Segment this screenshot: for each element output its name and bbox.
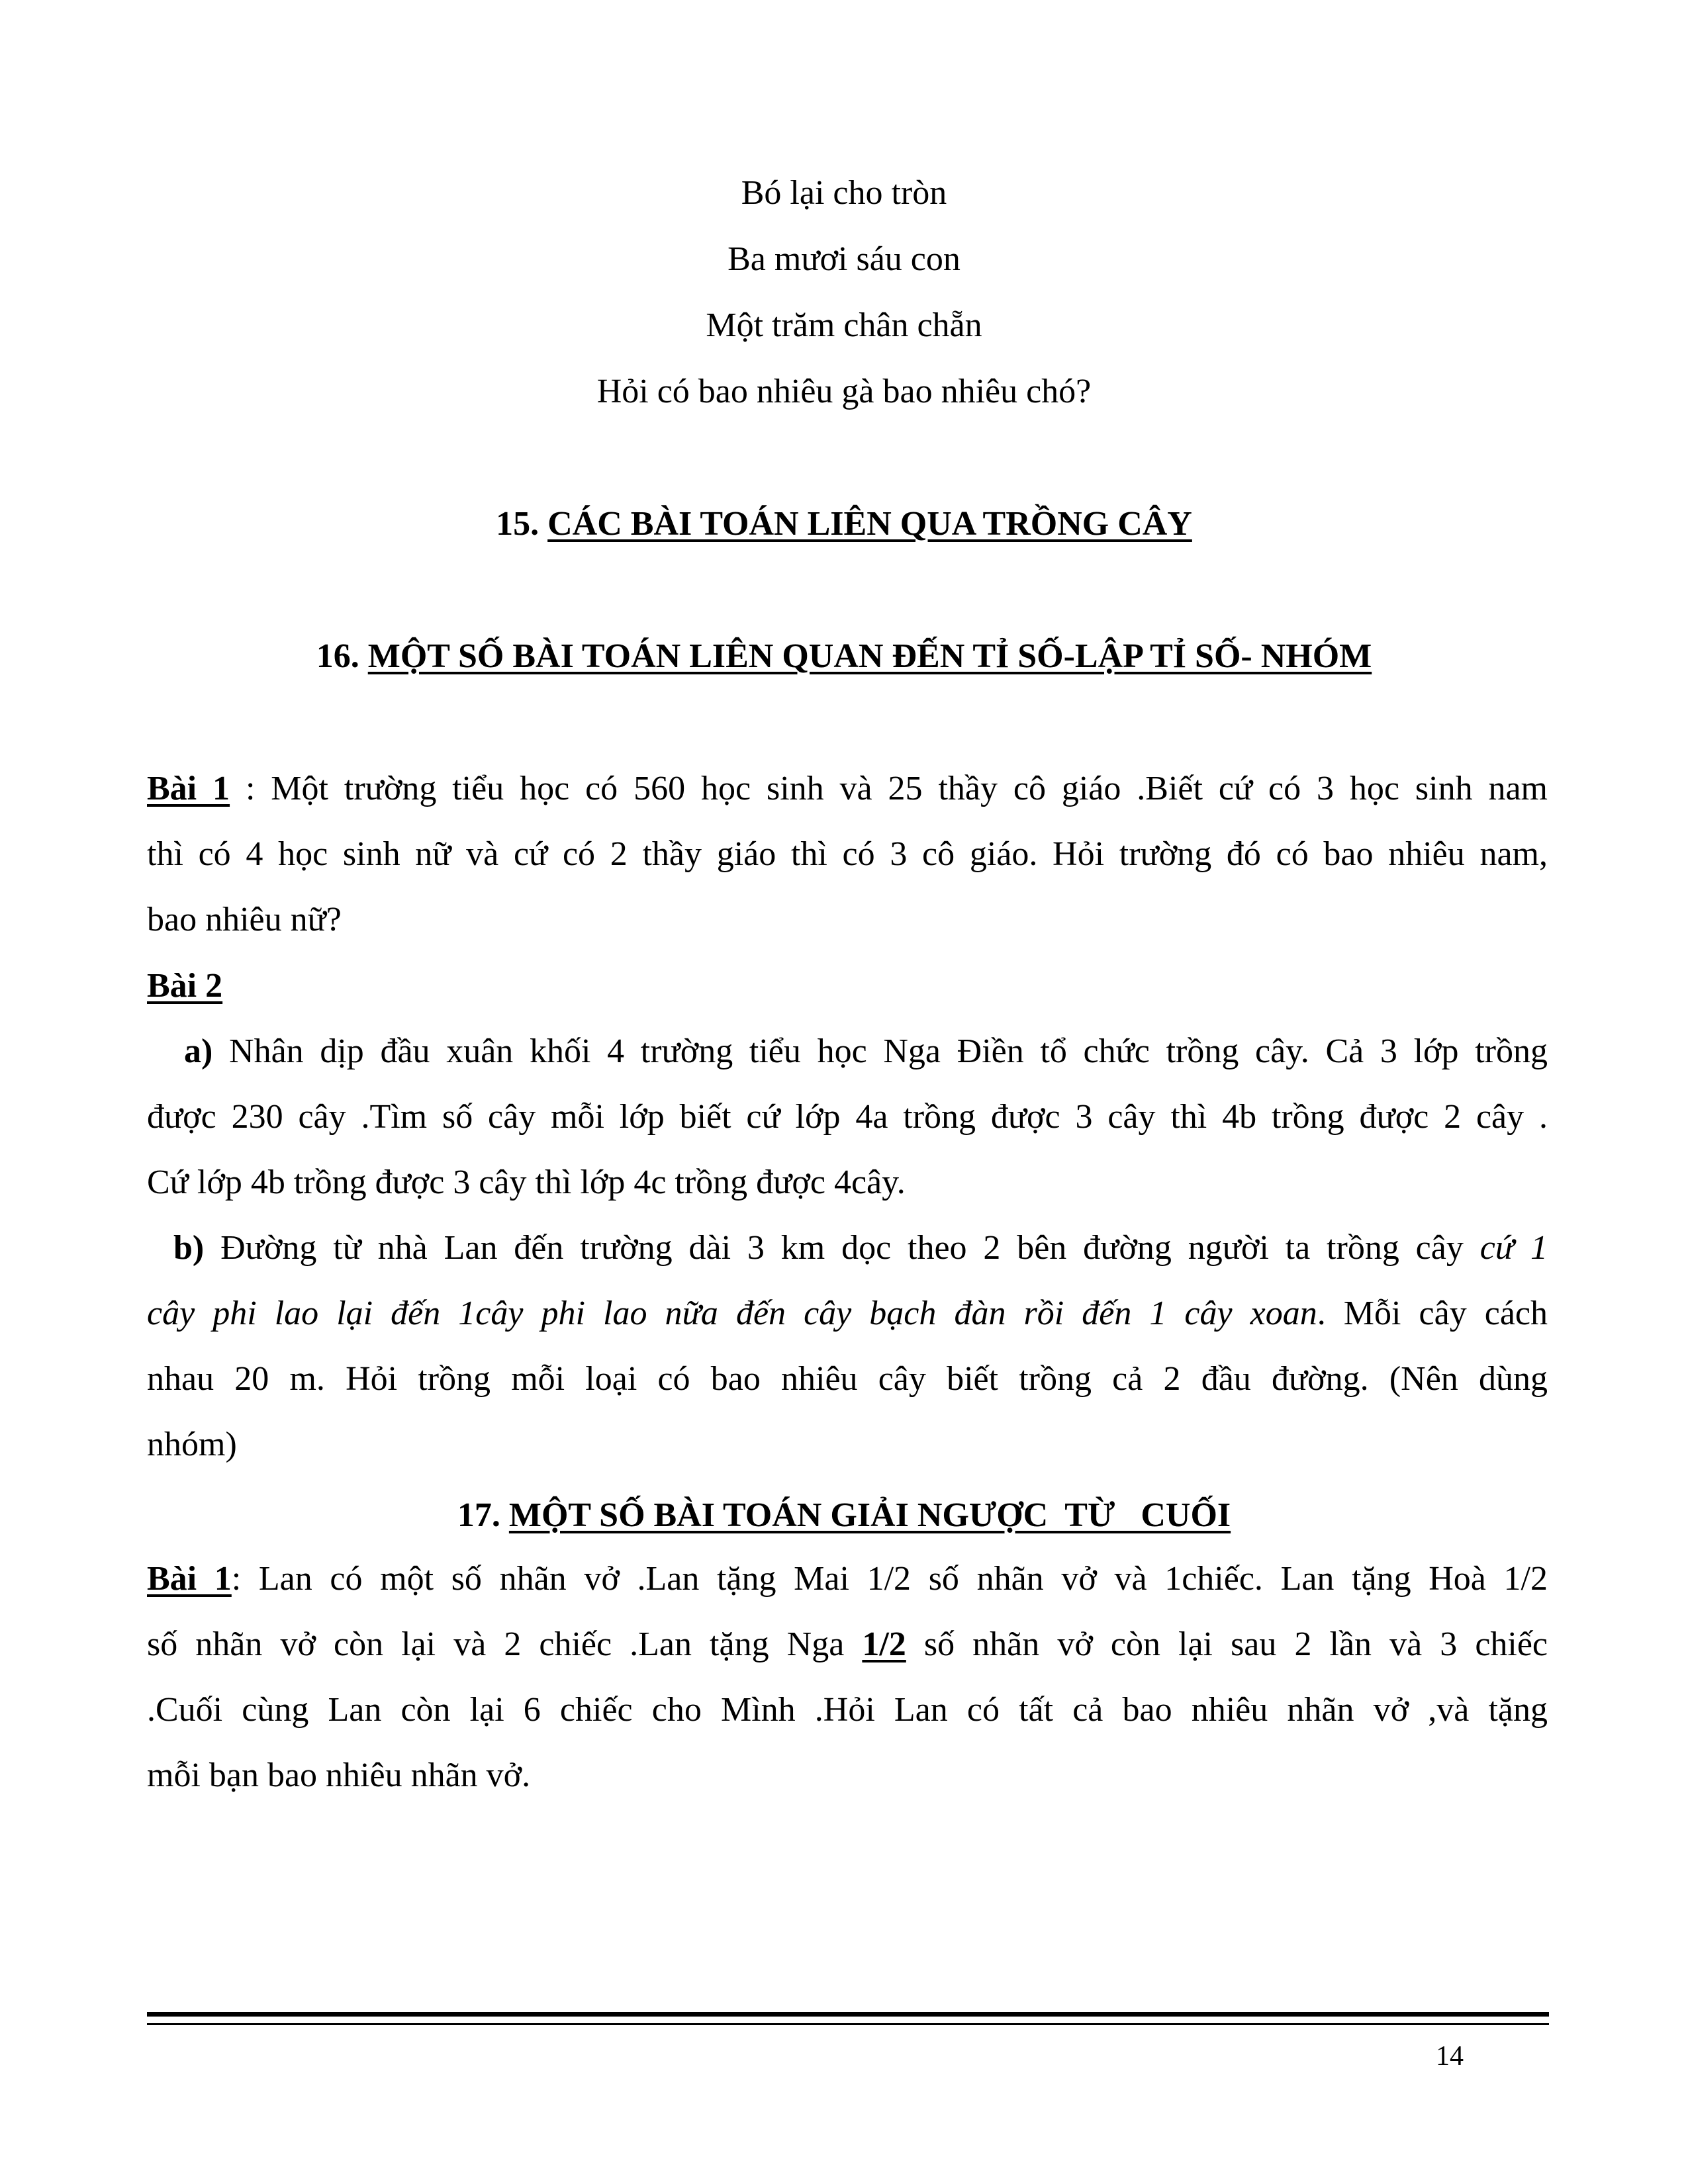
s16-bai1-label: Bài 1 bbox=[147, 770, 230, 807]
poem-line-4: Hỏi có bao nhiêu gà bao nhiêu chó? bbox=[596, 373, 1092, 410]
s16-bai1-line-1: : Một trường tiểu học có 560 học sinh và 25 thầy cô giáo .Biết cứ có 3 học sinh nam bbox=[230, 770, 1548, 807]
s17-bai1-line-2a: số nhãn vở còn lại và 2 chiếc .Lan tặng Nga bbox=[147, 1625, 863, 1663]
s16-bai2-b-line-1-italic: cứ 1 bbox=[1479, 1229, 1548, 1267]
footer-rule-thick bbox=[147, 2012, 1549, 2017]
s16-bai2-b-line-2: . Mỗi cây cách bbox=[1317, 1295, 1548, 1332]
s17-bai1-line-4: mỗi bạn bao nhiêu nhãn vở. bbox=[147, 1756, 531, 1794]
poem-line-1: Bó lại cho tròn bbox=[741, 174, 947, 212]
s16-bai2-label: Bài 2 bbox=[147, 967, 223, 1005]
s16-bai2-b-line-1: Đường từ nhà Lan đến trường dài 3 km dọc theo 2 bên đường người ta trồng cây bbox=[204, 1229, 1480, 1267]
s17-bai1-paragraph bbox=[147, 1546, 1548, 1808]
s16-bai2-b-line-2-italic: cây phi lao lại đến 1cây phi lao nữa đến cây bạch đàn rồi đến 1 cây xoan bbox=[147, 1295, 1317, 1332]
section-16-title: MỘT SỐ BÀI TOÁN LIÊN QUAN ĐẾN TỈ SỐ-LẬP TỈ SỐ- NHÓM bbox=[367, 637, 1372, 675]
s16-bai2-a-line-3: Cứ lớp 4b trồng được 3 cây thì lớp 4c trồng được 4cây. bbox=[147, 1163, 906, 1201]
s17-bai1-line-3: .Cuối cùng Lan còn lại 6 chiếc cho Mình .Hỏi Lan có tất cả bao nhiêu nhãn vở ,và tặng bbox=[147, 1691, 1548, 1729]
section-17-heading bbox=[0, 1496, 1688, 1535]
poem-line-2: Ba mươi sáu con bbox=[727, 240, 961, 278]
s16-bai2-b-line-4: nhóm) bbox=[147, 1426, 237, 1463]
section-16-number: 16. bbox=[316, 637, 368, 675]
s16-bai2-a-label: a) bbox=[184, 1032, 213, 1070]
s16-bai1-line-2: thì có 4 học sinh nữ và cứ có 2 thầy giáo thì có 3 cô giáo. Hỏi trường đó có bao nhiêu nam, bbox=[147, 835, 1548, 873]
s16-bai2-a-line-2: được 230 cây .Tìm số cây mỗi lớp biết cứ lớp 4a trồng được 3 cây thì 4b trồng được 2 cây . bbox=[147, 1098, 1548, 1136]
s17-bai1-line-2-bold: 1/2 bbox=[862, 1625, 906, 1663]
s17-bai1-label: Bài 1 bbox=[147, 1560, 232, 1598]
s16-bai2-paragraph bbox=[147, 953, 1548, 1477]
s16-bai1-paragraph bbox=[147, 756, 1548, 952]
s16-bai2-a-line-1: Nhân dịp đầu xuân khối 4 trường tiểu học Nga Điền tổ chức trồng cây. Cả 3 lớp trồng bbox=[212, 1032, 1548, 1070]
section-15-title: CÁC BÀI TOÁN LIÊN QUA TRỒNG CÂY bbox=[547, 505, 1192, 543]
s16-bai1-line-3: bao nhiêu nữ? bbox=[147, 901, 342, 938]
s16-bai2-b-label: b) bbox=[173, 1229, 205, 1267]
section-17-number: 17. bbox=[457, 1496, 509, 1534]
section-16-heading bbox=[0, 637, 1688, 676]
section-15-heading bbox=[0, 504, 1688, 544]
s17-bai1-line-2b: số nhãn vở còn lại sau 2 lần và 3 chiếc bbox=[906, 1625, 1548, 1663]
page-number: 14 bbox=[1436, 2041, 1464, 2071]
s17-bai1-line-1: : Lan có một số nhãn vở .Lan tặng Mai 1/2 số nhãn vở và 1chiếc. Lan tặng Hoà 1/2 bbox=[231, 1560, 1548, 1598]
footer-rule-thin bbox=[147, 2023, 1549, 2025]
section-15-number: 15. bbox=[496, 505, 548, 543]
section-17-title: MỘT SỐ BÀI TOÁN GIẢI NGƯỢC TỪ CUỐI bbox=[508, 1496, 1231, 1534]
s16-bai2-b-line-3: nhau 20 m. Hỏi trồng mỗi loại có bao nhiêu cây biết trồng cả 2 đầu đường. (Nên dùng bbox=[147, 1360, 1548, 1398]
poem-line-3: Một trăm chân chẵn bbox=[706, 306, 982, 344]
